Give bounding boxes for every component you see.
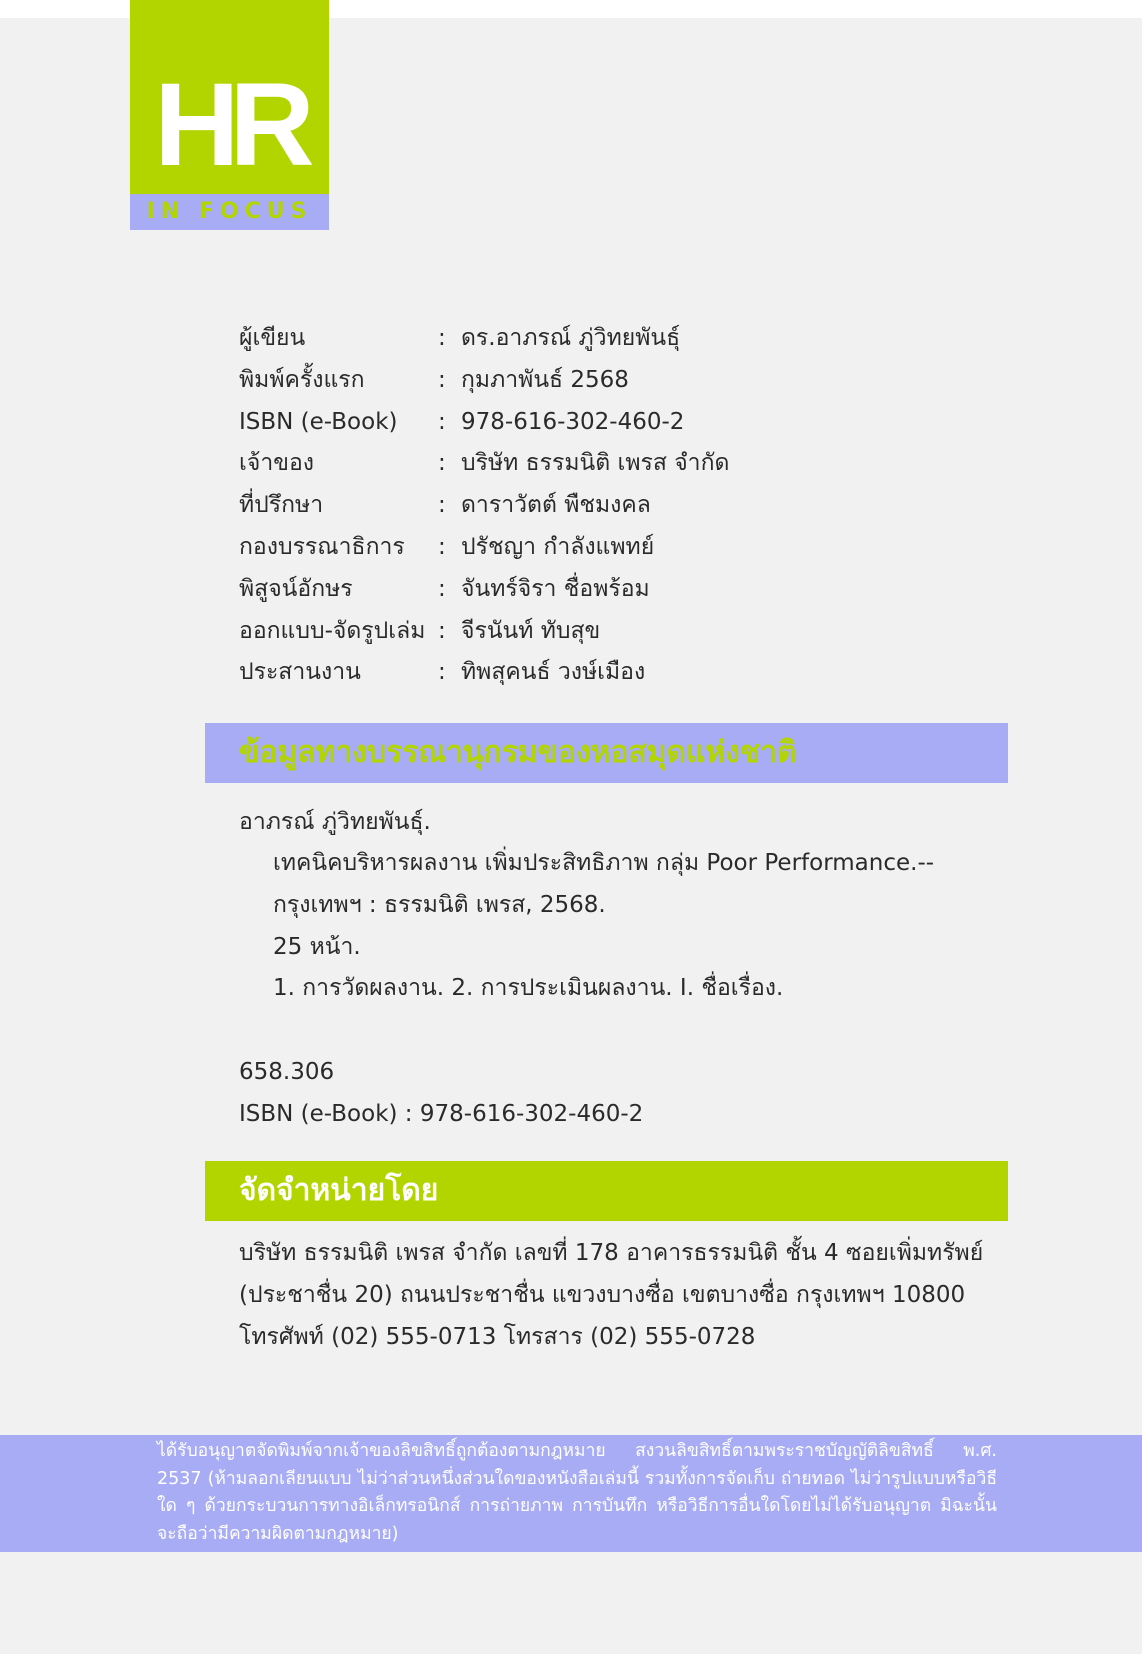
info-separator: : — [438, 492, 446, 519]
info-separator: : — [438, 408, 446, 435]
distribution-line-address: (ประชาชื่น 20) ถนนประชาชื่น แขวงบางซื่อ เขตบางซื่อ กรุงเทพฯ 10800 — [239, 1281, 966, 1308]
info-label: พิมพ์ครั้งแรก — [239, 366, 365, 393]
copyright-notice: ได้รับอนุญาตจัดพิมพ์จากเจ้าของลิขสิทธิ์ถูกต้องตามกฎหมาย สงวนลิขสิทธิ์ตามพระราชบัญญัติลิขสิทธิ์ พ.ศ. 2537 (ห้ามลอกเลียนแบบ ไม่ว่าส่วนหนึ่งส่วนใดของหนังสือเล่มนี้ รวมทั้งการจัดเก็บ ถ่ายทอด ไม่ว่ารูปแบบหรือวิธีใด ๆ ด้วยกระบวนการทางอิเล็กทรอนิกส์ การถ่ายภาพ การบันทึก หรือวิธีการอื่นใดโดยไม่ได้รับอนุญาต มิฉะนั้น จะถือว่ามีความผิดตามกฎหมาย) — [157, 1441, 997, 1544]
distribution-heading: จัดจำหน่ายโดย — [205, 1161, 1008, 1221]
catalog-line-publisher: กรุงเทพฯ : ธรรมนิติ เพรส, 2568. — [273, 891, 606, 918]
info-separator: : — [438, 575, 446, 602]
logo-main-text: HR — [154, 59, 305, 191]
info-separator: : — [438, 366, 446, 393]
page-background — [0, 18, 1142, 1654]
info-label: ที่ปรึกษา — [239, 492, 324, 519]
info-separator: : — [438, 533, 446, 560]
catalog-author: อาภรณ์ ภู่วิทยพันธุ์. — [239, 809, 431, 835]
catalog-line-title: เทคนิคบริหารผลงาน เพิ่มประสิทธิภาพ กลุ่ม Poor Performance.-- — [273, 850, 935, 876]
hr-in-focus-logo — [130, 0, 329, 230]
info-separator: : — [438, 659, 446, 686]
info-value: ปรัชญา กำลังแพทย์ — [461, 533, 655, 560]
catalog-classification-block — [239, 1051, 643, 1135]
info-label: กองบรรณาธิการ — [239, 533, 405, 560]
info-value: ดร.อาภรณ์ ภู่วิทยพันธุ์ — [461, 325, 681, 351]
catalog-classification: 658.306 — [239, 1059, 335, 1085]
info-label: พิสูจน์อักษร — [239, 575, 353, 602]
info-value: กุมภาพันธ์ 2568 — [461, 366, 629, 393]
distribution-line-contact: โทรศัพท์ (02) 555-0713 โทรสาร (02) 555-0728 — [239, 1323, 756, 1350]
info-value: ทิพสุคนธ์ วงษ์เมือง — [461, 659, 646, 686]
distribution-line-company: บริษัท ธรรมนิติ เพรส จำกัด เลขที่ 178 อาคารธรรมนิติ ชั้น 4 ซอยเพิ่มทรัพย์ — [239, 1240, 984, 1266]
info-label: ISBN (e-Book) — [239, 408, 398, 435]
catalog-details — [273, 843, 934, 1010]
info-label: ออกแบบ-จัดรูปเล่ม — [239, 617, 426, 644]
info-separator: : — [438, 617, 446, 644]
catalog-heading: ข้อมูลทางบรรณานุกรมของหอสมุดแห่งชาติ — [205, 723, 1008, 783]
logo-subtitle: IN FOCUS — [130, 194, 329, 230]
info-label: ผู้เขียน — [239, 325, 306, 351]
info-value: 978-616-302-460-2 — [461, 408, 685, 435]
info-value: จีรนันท์ ทับสุข — [461, 617, 601, 644]
distribution-address — [239, 1233, 983, 1358]
info-separator: : — [438, 450, 446, 477]
catalog-line-subjects: 1. การวัดผลงาน. 2. การประเมินผลงาน. I. ชื่อเรื่อง. — [273, 975, 784, 1002]
info-label: เจ้าของ — [239, 450, 315, 477]
info-separator: : — [438, 325, 446, 351]
catalog-isbn: ISBN (e-Book) : 978-616-302-460-2 — [239, 1101, 644, 1127]
info-value: บริษัท ธรรมนิติ เพรส จำกัด — [461, 450, 730, 477]
info-label: ประสานงาน — [239, 659, 361, 686]
catalog-line-pages: 25 หน้า. — [273, 933, 361, 960]
logo-green-block — [130, 0, 329, 194]
info-value: จันทร์จิรา ชื่อพร้อม — [461, 575, 650, 602]
info-value: ดาราวัตต์ พืชมงคล — [461, 492, 651, 519]
